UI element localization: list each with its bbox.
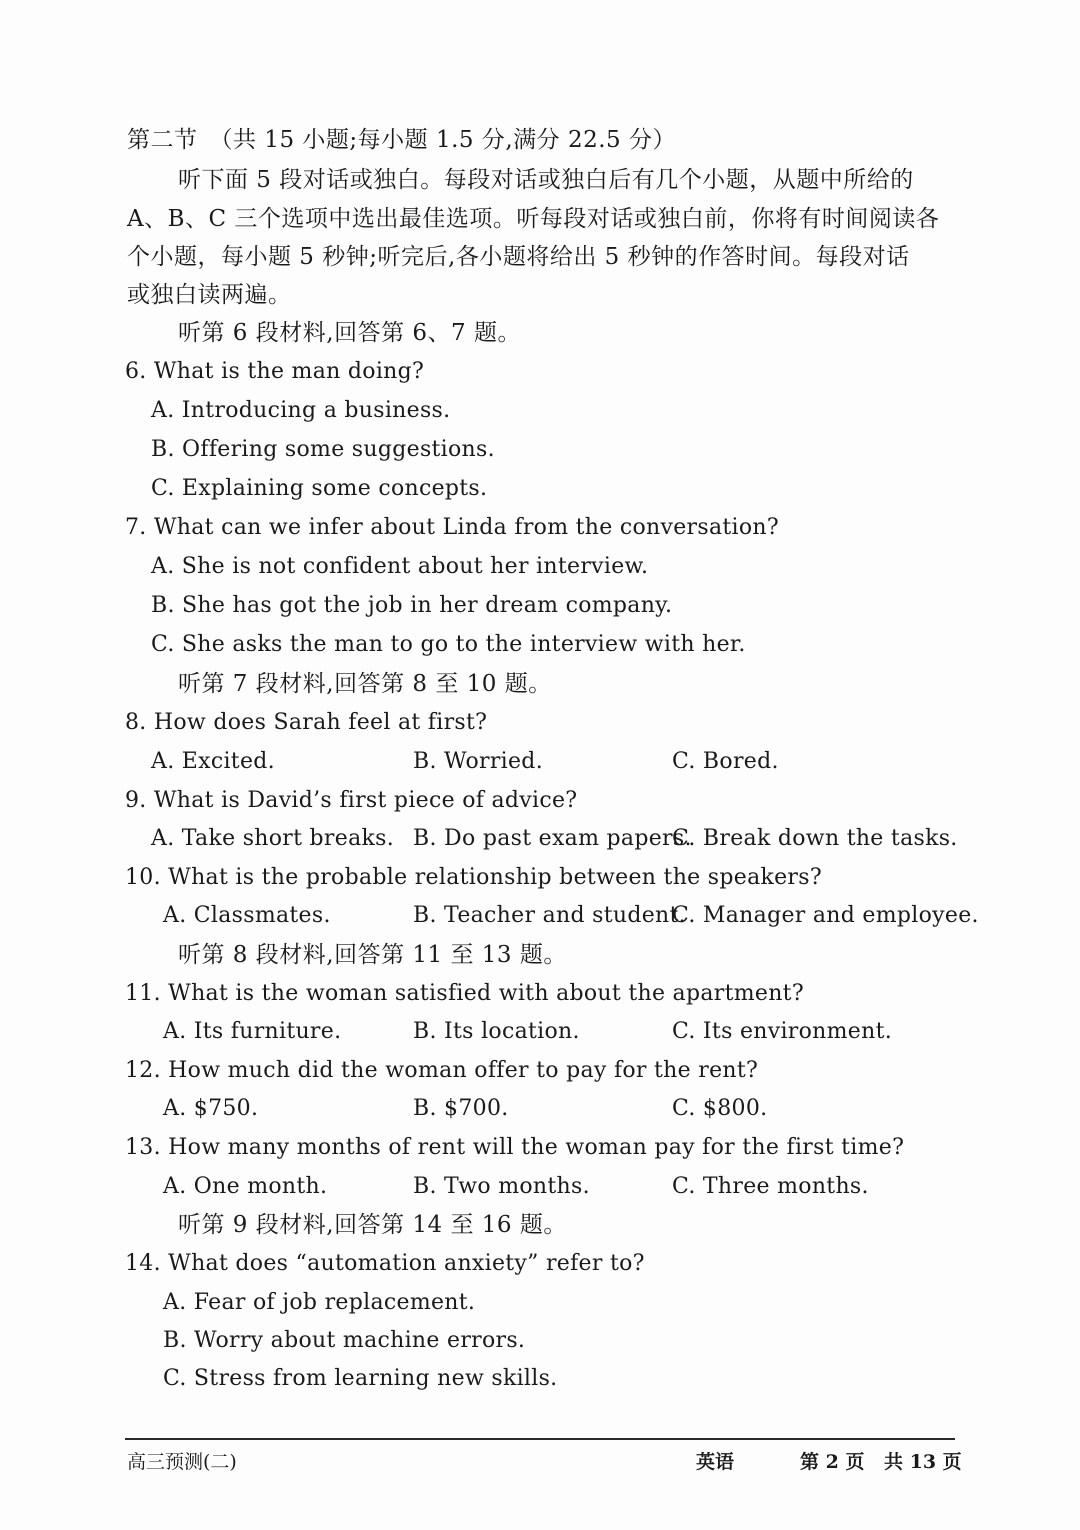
question-13: 13. How many months of rent will the woman pay for the first time? (125, 1135, 905, 1160)
question-13-option-c: C. Three months. (672, 1174, 869, 1199)
question-13-option-b: B. Two months. (413, 1174, 590, 1199)
instructions-line-1: 听下面 5 段对话或独白。每段对话或独白后有几个小题，从题中所给的 (178, 167, 914, 193)
direction-passage-8: 听第 8 段材料,回答第 11 至 13 题。 (178, 942, 567, 968)
question-11-option-b: B. Its location. (413, 1019, 580, 1044)
direction-passage-6: 听第 6 段材料,回答第 6、7 题。 (178, 320, 521, 346)
footer-subject: 英语 (696, 1451, 735, 1473)
instructions-line-2: A、B、C 三个选项中选出最佳选项。听每段对话或独白前，你将有时间阅读各 (127, 206, 940, 232)
question-10-option-b: B. Teacher and student. (413, 903, 686, 928)
direction-passage-7: 听第 7 段材料,回答第 8 至 10 题。 (178, 671, 552, 697)
instructions-line-3: 个小题，每小题 5 秒钟;听完后,各小题将给出 5 秒钟的作答时间。每段对话 (127, 244, 910, 270)
instructions-line-4: 或独白读两遍。 (127, 282, 292, 308)
question-9-option-c: C. Break down the tasks. (672, 826, 958, 851)
question-12-option-c: C. $800. (672, 1096, 768, 1121)
question-14-option-c: C. Stress from learning new skills. (163, 1366, 558, 1391)
question-8-option-a: A. Excited. (151, 749, 275, 774)
footer-page-number: 第 2 页 (800, 1451, 865, 1473)
question-6: 6. What is the man doing? (125, 359, 425, 384)
question-6-option-b: B. Offering some suggestions. (151, 437, 495, 462)
question-10-option-c: C. Manager and employee. (672, 903, 979, 928)
footer-rule (125, 1438, 955, 1440)
question-10-option-a: A. Classmates. (163, 903, 331, 928)
question-9: 9. What is David’s first piece of advice? (125, 788, 578, 813)
question-10: 10. What is the probable relationship between the speakers? (125, 865, 822, 890)
question-11-option-a: A. Its furniture. (163, 1019, 342, 1044)
direction-passage-9: 听第 9 段材料,回答第 14 至 16 题。 (178, 1212, 567, 1238)
question-7-option-b: B. She has got the job in her dream company. (151, 593, 673, 618)
question-9-option-a: A. Take short breaks. (151, 826, 395, 851)
footer-total-pages: 共 13 页 (884, 1451, 962, 1473)
question-9-option-b: B. Do past exam papers. (413, 826, 692, 851)
question-12-option-b: B. $700. (413, 1096, 509, 1121)
question-13-option-a: A. One month. (163, 1174, 328, 1199)
question-7: 7. What can we infer about Linda from the conversation? (125, 515, 779, 540)
question-12-option-a: A. $750. (163, 1096, 259, 1121)
question-6-option-a: A. Introducing a business. (151, 398, 451, 423)
section-title: 第二节 （共 15 小题;每小题 1.5 分,满分 22.5 分） (127, 127, 676, 153)
question-6-option-c: C. Explaining some concepts. (151, 476, 488, 501)
question-8: 8. How does Sarah feel at first? (125, 710, 488, 735)
question-14: 14. What does “automation anxiety” refer to? (125, 1251, 645, 1276)
question-12: 12. How much did the woman offer to pay for the rent? (125, 1058, 759, 1083)
footer-exam-name: 高三预测(二) (127, 1451, 237, 1473)
question-7-option-a: A. She is not confident about her interview. (151, 554, 649, 579)
question-8-option-c: C. Bored. (672, 749, 779, 774)
question-11: 11. What is the woman satisfied with about the apartment? (125, 981, 804, 1006)
question-14-option-a: A. Fear of job replacement. (163, 1290, 476, 1315)
question-7-option-c: C. She asks the man to go to the interview with her. (151, 632, 746, 657)
question-11-option-c: C. Its environment. (672, 1019, 893, 1044)
question-14-option-b: B. Worry about machine errors. (163, 1328, 526, 1353)
question-8-option-b: B. Worried. (413, 749, 543, 774)
